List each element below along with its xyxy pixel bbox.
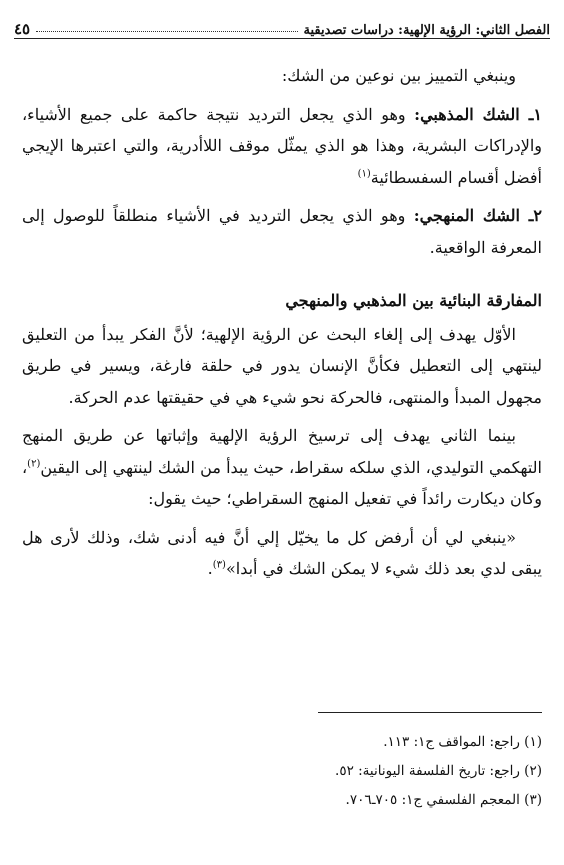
footnote-ref: (٣) xyxy=(212,559,226,571)
footnote: (١) راجع: المواقف ج١: ١١٣. xyxy=(383,734,542,750)
item-term: ١ـ الشك المذهبي: xyxy=(414,104,542,124)
footnote-ref: (١) xyxy=(357,168,371,180)
paragraph-text: ، وكان ديكارت رائداً في تفعيل المنهج السقراطي؛ حيث يقول: xyxy=(22,457,542,508)
quote-end: . xyxy=(207,559,213,578)
second-paragraph xyxy=(22,420,542,515)
doctrinal-doubt-item xyxy=(22,99,542,194)
section-heading: المفارقة البنائية بين المذهبي والمنهجي xyxy=(285,291,542,310)
methodical-doubt-item xyxy=(22,200,542,263)
item-text: وهو الذي يجعل الترديد في الأشياء منطلقاً للوصول إلى المعرفة الواقعية. xyxy=(22,206,542,257)
footnote-separator xyxy=(318,712,542,713)
footnote: (٢) راجع: تاريخ الفلسفة اليونانية: ٥٢. xyxy=(335,763,542,779)
paragraph-text: بينما الثاني يهدف إلى ترسيخ الرؤية الإلهية وإثباتها عن طريق المنهج التهكمي التوليدي، الذي سلكه سقراط، حيث يبدأ من الشك لينتهي إلى اليقين xyxy=(22,426,542,477)
descartes-quote xyxy=(22,522,542,585)
item-text: وهو الذي يجعل الترديد نتيجة حاكمة على جميع الأشياء، والإدراكات البشرية، وهذا هو الذي يمثّل موقف اللاأدرية، والتي اعتبرها الإيجي أفضل أقسام السفسطائية xyxy=(22,104,542,187)
first-paragraph: الأوّل يهدف إلى إلغاء البحث عن الرؤية الإلهية؛ لأنَّ الفكر يبدأ من التعليق لينتهي إلى التعطيل فكأنَّ الإنسان يدور في حلقة فارغة، ويسير في طريق مجهول المبدأ والمنتهى، فالحركة نحو شيء هي في حقيقتها عدم الحركة. xyxy=(22,324,542,407)
leader-dots xyxy=(36,31,297,32)
body-text xyxy=(22,60,542,585)
chapter-title: الفصل الثاني: الرؤية الإلهية: دراسات تصديقية xyxy=(303,23,550,38)
footnote-ref: (٢) xyxy=(27,458,41,470)
footnotes xyxy=(22,728,542,815)
page-number: ٤٥ xyxy=(14,20,31,38)
quote-text: «ينبغي لي أن أرفض كل ما يخيّل إلي أنَّ فيه أدنى شك، وذلك لأرى هل يبقى لدي بعد ذلك شيء لا يمكن الشك في أبدا» xyxy=(22,527,542,578)
item-term: ٢ـ الشك المنهجي: xyxy=(413,206,543,225)
running-header xyxy=(14,8,550,39)
intro-paragraph: وينبغي التمييز بين نوعين من الشك: xyxy=(281,66,516,85)
footnote: (٣) المعجم الفلسفي ج١: ٧٠٥ـ٧٠٦. xyxy=(345,792,542,808)
